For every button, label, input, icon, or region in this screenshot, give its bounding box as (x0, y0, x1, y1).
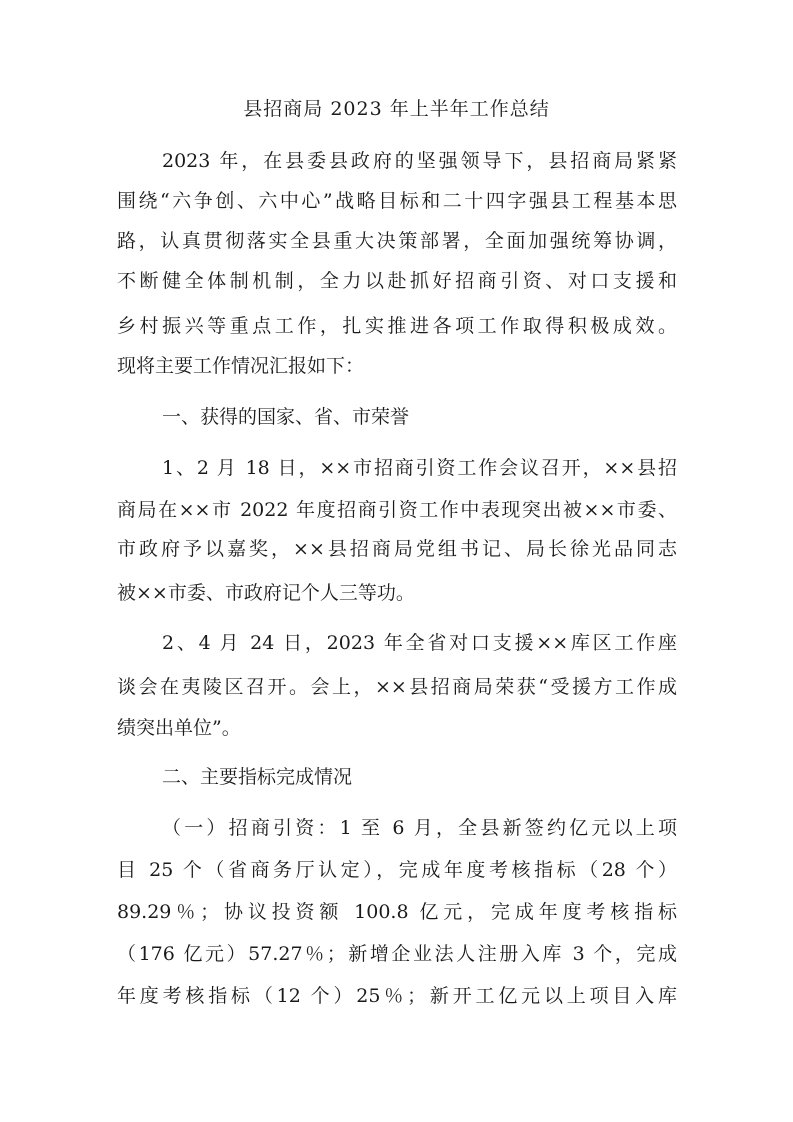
paragraph-line: （一）招商引资：1 至 6 月，全县新签约亿元以上项 (162, 817, 677, 839)
paragraph-line: 路，认真贯彻落实全县重大决策部署，全面加强统筹协调， (117, 230, 677, 252)
paragraph-line: 乡村振兴等重点工作，扎实推进各项工作取得积极成效。 (117, 315, 677, 337)
paragraph-line: 绩突出单位”。 (117, 717, 241, 739)
section-heading: 一、获得的国家、省、市荣誉 (162, 406, 410, 428)
paragraph-line: 2023 年，在县委县政府的坚强领导下，县招商局紧紧 (162, 150, 677, 172)
paragraph-line: （176 亿元）57.27％；新增企业法人注册入库 3 个，完成 (117, 943, 677, 965)
paragraph-line: 市政府予以嘉奖，××县招商局党组书记、局长徐光品同志 (117, 538, 677, 560)
section-heading: 二、主要指标完成情况 (162, 766, 353, 788)
paragraph-line: 目 25 个（省商务厅认定），完成年度考核指标（28 个） (117, 859, 677, 881)
paragraph-line: 现将主要工作情况汇报如下： (117, 355, 365, 377)
paragraph-line: 89.29％；协议投资额 100.8 亿元，完成年度考核指标 (117, 901, 677, 923)
paragraph-line: 被××市委、市政府记个人三等功。 (117, 582, 415, 604)
paragraph-line: 不断健全体制机制，全力以赴抓好招商引资、对口支援和 (117, 270, 677, 292)
paragraph-line: 围绕“六争创、六中心”战略目标和二十四字强县工程基本思 (117, 190, 677, 212)
paragraph-line: 1、2 月 18 日，××市招商引资工作会议召开，××县招 (162, 457, 677, 479)
paragraph-line: 年度考核指标（12 个）25％；新开工亿元以上项目入库 (117, 985, 677, 1007)
paragraph-line: 2、4 月 24 日，2023 年全省对口支援××库区工作座 (162, 632, 677, 654)
paragraph-line: 商局在××市 2022 年度招商引资工作中表现突出被××市委、 (117, 499, 677, 521)
document-title: 县招商局 2023 年上半年工作总结 (243, 98, 550, 120)
paragraph-line: 谈会在夷陵区召开。会上，××县招商局荣获“受援方工作成 (117, 676, 677, 698)
